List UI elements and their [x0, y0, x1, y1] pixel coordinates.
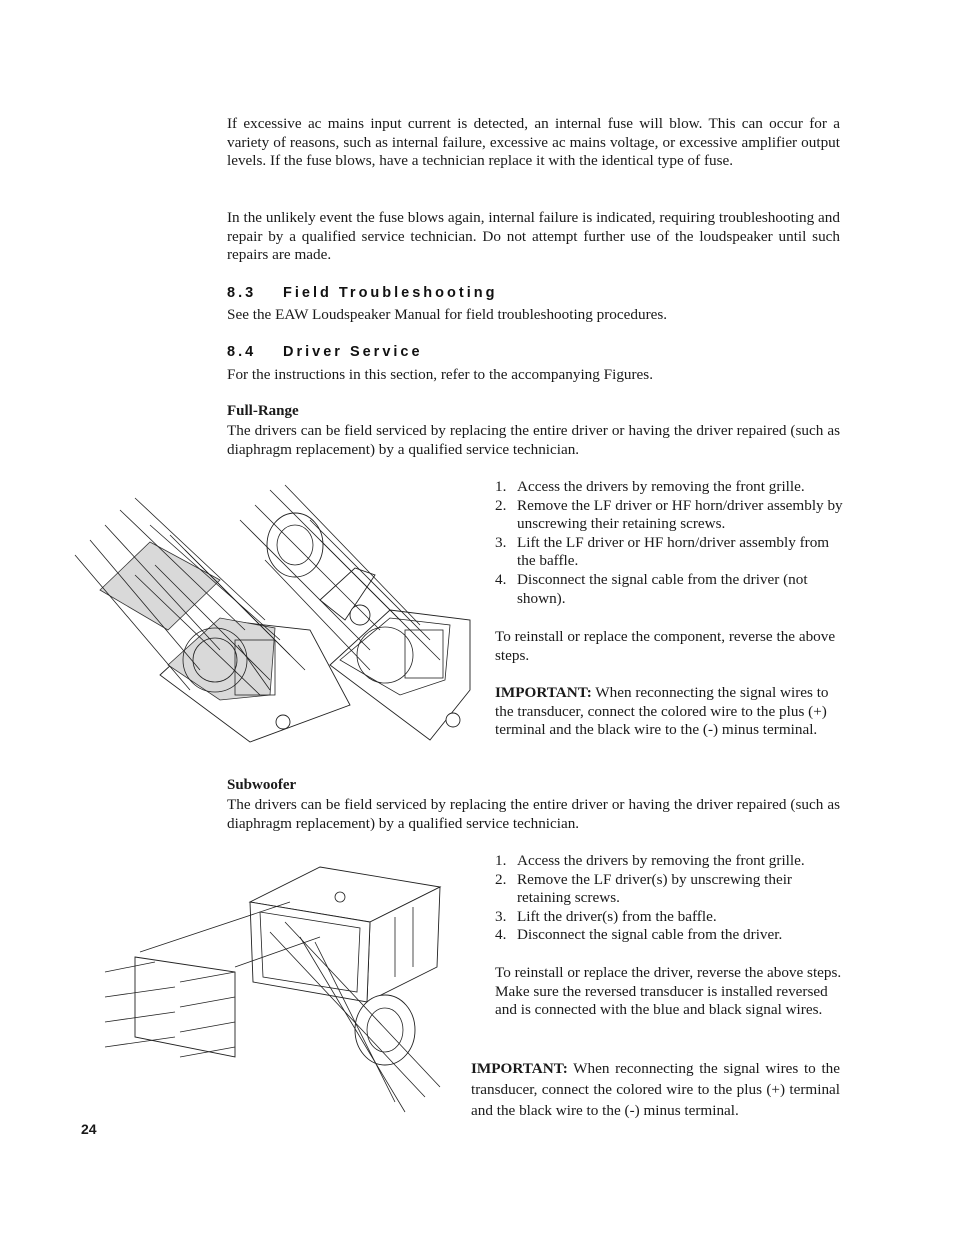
step-number: 3. — [495, 533, 507, 551]
subwoofer-heading: Subwoofer — [227, 777, 297, 793]
step-text: Disconnect the signal cable from the driver (not shown). — [517, 570, 808, 607]
step-number: 2. — [495, 496, 507, 514]
full-range-steps-list — [495, 478, 845, 608]
full-range-exploded-diagram — [70, 480, 480, 750]
page-number: 24 — [81, 1121, 97, 1137]
list-item — [495, 871, 845, 908]
subwoofer-reinstall-note: To reinstall or replace the driver, reverse the above steps. Make sure the reversed transducer is installed reversed and is connected with the blue and black signal wires. — [495, 964, 842, 1019]
important-text: When reconnecting the signal wires to the transducer, connect the colored wire to the plus (+) terminal and the black wire to the (-) minus terminal. — [471, 1060, 840, 1119]
full-range-reinstall-note: To reinstall or replace the component, reverse the above steps. — [495, 628, 836, 664]
subwoofer-steps-list — [495, 852, 845, 945]
step-text: Remove the LF driver or HF horn/driver assembly by unscrewing their retaining screws. — [517, 496, 843, 533]
step-number: 4. — [495, 570, 507, 588]
intro-paragraph-fuse: If excessive ac mains input current is detected, an internal fuse will blow. This can occur for a variety of reasons, such as internal failure, excessive ac mains voltage, or excessive amplifier output levels. If the fuse blows, have a technician replace it with the identical type of fuse. — [227, 115, 840, 170]
list-item — [495, 478, 845, 497]
section-8-4-heading — [227, 344, 423, 360]
step-number: 1. — [495, 478, 507, 495]
list-item — [495, 571, 845, 608]
subwoofer-body: The drivers can be field serviced by replacing the entire driver or having the driver repaired (such as diaphragm replacement) by a qualified service technician. — [227, 796, 840, 832]
list-item — [495, 926, 845, 945]
section-number: 8.4 — [227, 344, 257, 360]
step-text: Access the drivers by removing the front grille. — [517, 852, 805, 869]
section-title: Field Troubleshooting — [283, 285, 498, 301]
important-label: IMPORTANT: — [471, 1060, 568, 1077]
subwoofer-grille — [135, 957, 235, 1057]
section-8-3-body: See the EAW Loudspeaker Manual for field troubleshooting procedures. — [227, 306, 668, 323]
full-range-body: The drivers can be field serviced by replacing the entire driver or having the driver repaired (such as diaphragm replacement) by a qualified service technician. — [227, 422, 840, 458]
full-range-important-note — [495, 684, 840, 740]
subwoofer-important-note — [471, 1058, 840, 1121]
section-8-4-body: For the instructions in this section, refer to the accompanying Figures. — [227, 366, 654, 383]
step-text: Disconnect the signal cable from the driver. — [517, 926, 783, 944]
step-number: 3. — [495, 907, 507, 925]
list-item — [495, 497, 845, 534]
list-item — [495, 534, 845, 571]
step-text: Remove the LF driver(s) by unscrewing their retaining screws. — [517, 870, 792, 907]
section-number: 8.3 — [227, 285, 257, 301]
subwoofer-cabinet — [250, 867, 440, 1002]
intro-paragraph-failure: In the unlikely event the fuse blows again, internal failure is indicated, requiring troubleshooting and repair by a qualified service technician. Do not attempt further use of the loudspeaker until such repairs are made. — [227, 209, 840, 264]
section-title: Driver Service — [283, 344, 423, 360]
list-item — [495, 908, 845, 927]
subwoofer-exploded-diagram — [95, 862, 450, 1120]
step-text: Lift the driver(s) from the baffle. — [517, 907, 717, 925]
cabinet-left — [160, 618, 350, 742]
step-number: 2. — [495, 870, 507, 888]
full-range-heading: Full-Range — [227, 403, 299, 419]
front-grille — [100, 542, 220, 630]
important-label: IMPORTANT: — [495, 684, 592, 701]
section-8-3-heading — [227, 285, 497, 301]
step-text: Access the drivers by removing the front grille. — [517, 478, 805, 495]
important-text: When reconnecting the signal wires to the transducer, connect the colored wire to the plus (+) terminal and the black wire to the (-) minus terminal. — [495, 684, 829, 739]
step-number: 4. — [495, 926, 507, 944]
step-number: 1. — [495, 852, 507, 869]
step-text: Lift the LF driver or HF horn/driver assembly from the baffle. — [517, 533, 830, 570]
list-item — [495, 852, 845, 871]
